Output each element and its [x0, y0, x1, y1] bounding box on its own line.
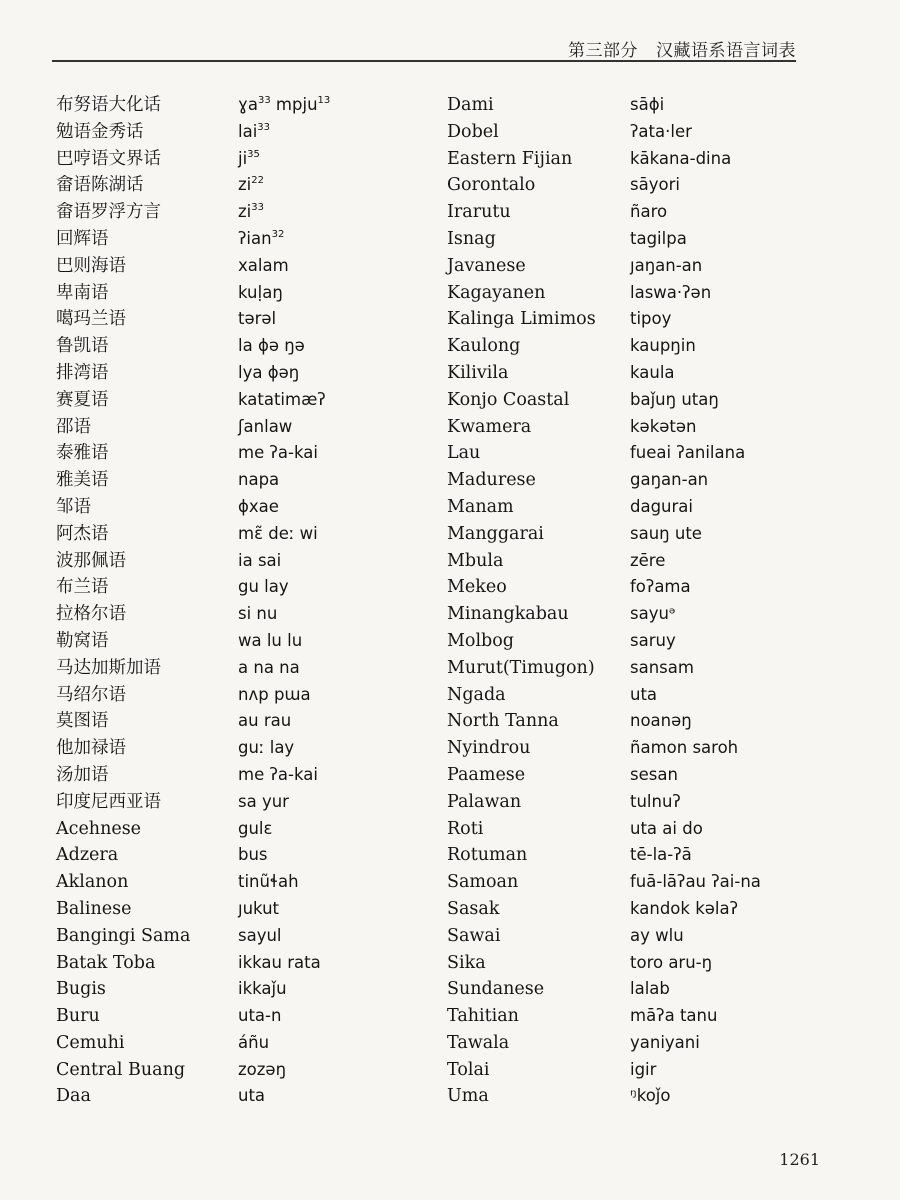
left-word-form	[238, 896, 438, 923]
right-language-name: Palawan	[447, 791, 522, 812]
tone-number: 33	[257, 95, 271, 106]
right-word-form	[630, 467, 840, 494]
word-text: fuā-lāʔau ʔai-na	[630, 872, 761, 892]
left-language-name: Bangingi Sama	[56, 925, 191, 946]
right-word-form	[630, 601, 840, 628]
left-word-form	[238, 333, 438, 360]
left-word-form	[238, 360, 438, 387]
word-text: mpju	[270, 95, 318, 114]
left-language-name: Daa	[56, 1086, 91, 1107]
right-word-form	[630, 146, 840, 173]
right-word-form	[630, 119, 840, 146]
tone-number: 33	[257, 121, 271, 133]
left-word-form	[238, 1003, 438, 1030]
word-text: laswa·ʔən	[630, 282, 712, 302]
right-language-name: Dobel	[447, 121, 499, 142]
word-text: au rau	[238, 711, 292, 731]
right-language-name: Tawala	[447, 1032, 510, 1053]
right-word-form	[630, 92, 840, 119]
word-text: saruy	[630, 630, 676, 650]
left-language-name: Cemuhi	[56, 1032, 125, 1053]
right-language-name: Kagayanen	[447, 282, 546, 303]
right-language-name: Molbog	[447, 630, 514, 651]
right-word-form	[630, 896, 840, 923]
left-word-form	[238, 869, 438, 896]
right-word-form	[630, 440, 840, 467]
word-text: sesan	[630, 764, 678, 784]
right-language-name: Paamese	[447, 764, 526, 785]
word-text: guː lay	[238, 738, 295, 758]
word-text: zozəŋ	[238, 1059, 287, 1079]
word-text: ia sai	[238, 550, 282, 570]
right-word-form	[630, 306, 840, 333]
word-text: me ʔa-kai	[238, 764, 318, 784]
word-text: napa	[238, 470, 280, 490]
left-word-form	[238, 521, 438, 548]
left-word-form	[238, 253, 438, 280]
right-word-form	[630, 253, 840, 280]
right-language-name: Lau	[447, 443, 481, 464]
left-language-name: 勉语金秀话	[56, 121, 144, 142]
left-word-form	[238, 280, 438, 307]
word-text: katatimæʔ	[238, 389, 326, 409]
word-text: ñaro	[630, 202, 668, 222]
left-word-form	[238, 387, 438, 414]
right-word-column	[630, 92, 840, 1110]
right-language-name: Tahitian	[447, 1006, 519, 1027]
right-language-name: Mekeo	[447, 577, 507, 598]
word-text: ᵑkoǰo	[630, 1086, 671, 1106]
right-word-form	[630, 360, 840, 387]
word-text: kəkətən	[630, 416, 697, 436]
right-language-name: Sundanese	[447, 979, 545, 1000]
right-word-form	[630, 1057, 840, 1084]
word-text: ay wlu	[630, 925, 684, 945]
right-language-name: Murut(Timugon)	[447, 657, 595, 678]
word-text: zi	[238, 202, 252, 222]
left-language-name: 巴哼语文界话	[56, 148, 161, 169]
right-word-form	[630, 1030, 840, 1057]
left-word-form	[238, 440, 438, 467]
left-word-form	[238, 735, 438, 762]
left-word-form	[238, 548, 438, 575]
left-word-form	[238, 789, 438, 816]
word-text: ñamon saroh	[630, 738, 739, 758]
left-word-form	[238, 306, 438, 333]
left-word-form	[238, 494, 438, 521]
right-language-name: Kwamera	[447, 416, 532, 437]
word-text: tē-la-ʔā	[630, 845, 692, 865]
right-word-form	[630, 655, 840, 682]
word-text: bus	[238, 845, 268, 865]
word-text: ȷaŋan-an	[630, 255, 703, 275]
right-word-form	[630, 1003, 840, 1030]
left-word-form	[238, 199, 438, 226]
left-language-name: 巴则海语	[56, 255, 126, 276]
left-language-name: 泰雅语	[56, 443, 109, 464]
word-text: kaula	[630, 362, 675, 382]
word-text: yaniyani	[630, 1032, 700, 1052]
left-word-form	[238, 762, 438, 789]
page-number: 1261	[779, 1150, 820, 1169]
word-text: a na na	[238, 657, 300, 677]
right-language-name: Madurese	[447, 470, 536, 491]
word-text: tagilpa	[630, 228, 687, 248]
right-language-name: Kilivila	[447, 362, 509, 383]
left-language-name: Aklanon	[56, 872, 129, 893]
right-word-form	[630, 682, 840, 709]
right-language-name: Kaulong	[447, 336, 521, 357]
word-text: lya ɸəŋ	[238, 362, 300, 382]
left-language-name: 噶玛兰语	[56, 309, 126, 330]
left-language-name: Acehnese	[56, 818, 142, 839]
right-word-form	[630, 280, 840, 307]
left-language-name: 布兰语	[56, 577, 109, 598]
word-text: mɛ̃ deː wi	[238, 523, 318, 543]
right-language-name: Minangkabau	[447, 604, 569, 625]
left-language-name: 阿杰语	[56, 523, 109, 544]
right-word-form	[630, 548, 840, 575]
word-text: xalam	[238, 255, 289, 275]
word-text: uta ai do	[630, 818, 703, 838]
right-language-name: Kalinga Limimos	[447, 309, 596, 330]
word-text: me ʔa-kai	[238, 443, 318, 463]
right-word-form	[630, 574, 840, 601]
word-text: ɸxae	[238, 496, 279, 516]
word-text: baǰuŋ utaŋ	[630, 389, 719, 409]
left-language-name: Bugis	[56, 979, 106, 1000]
left-word-column	[238, 92, 438, 1110]
left-language-name: 邹语	[56, 496, 91, 517]
right-language-name: Isnag	[447, 228, 496, 249]
word-text: toro aru-ŋ	[630, 952, 713, 972]
right-word-form	[630, 387, 840, 414]
left-language-name: 马绍尔语	[56, 684, 126, 705]
right-language-name: Dami	[447, 95, 494, 115]
right-language-name: Nyindrou	[447, 738, 531, 759]
running-head	[568, 36, 796, 61]
word-text: sa yur	[238, 791, 289, 811]
right-language-name: Irarutu	[447, 202, 511, 223]
left-word-form	[238, 172, 438, 199]
left-word-form	[238, 655, 438, 682]
right-language-name: Ngada	[447, 684, 506, 705]
word-text: lai	[238, 121, 258, 141]
word-text: fueai ʔanilana	[630, 443, 746, 463]
left-language-name: Buru	[56, 1006, 100, 1027]
right-language-name: North Tanna	[447, 711, 559, 732]
word-text: wa lu lu	[238, 630, 303, 650]
right-language-name: Gorontalo	[447, 175, 536, 196]
word-text: áñu	[238, 1032, 270, 1052]
left-language-name: Balinese	[56, 898, 132, 919]
right-word-form	[630, 333, 840, 360]
right-word-form	[630, 789, 840, 816]
left-language-name: 畲语陈湖话	[56, 175, 144, 196]
word-text: gu lay	[238, 577, 289, 597]
word-text: tipoy	[630, 309, 672, 329]
word-text: kuḷaŋ	[238, 282, 283, 302]
left-language-name: 鲁凯语	[56, 336, 109, 357]
word-text: ʔian	[238, 228, 272, 248]
word-text: zi	[238, 175, 252, 195]
tone-number: 13	[317, 95, 331, 106]
right-word-form	[630, 976, 840, 1003]
left-word-form	[238, 1083, 438, 1110]
right-language-name: Mbula	[447, 550, 504, 571]
word-text: foʔama	[630, 577, 691, 597]
left-language-name: 畲语罗浮方言	[56, 202, 161, 223]
left-language-name: Batak Toba	[56, 952, 156, 973]
right-word-form	[630, 735, 840, 762]
word-text: dagurai	[630, 496, 693, 516]
right-word-form	[630, 923, 840, 950]
left-word-form	[238, 1030, 438, 1057]
right-word-form	[630, 494, 840, 521]
left-word-form	[238, 923, 438, 950]
right-word-form	[630, 869, 840, 896]
word-text: noanəŋ	[630, 711, 692, 731]
word-text: ɣa	[238, 95, 258, 114]
left-word-form	[238, 976, 438, 1003]
word-text: lalab	[630, 979, 670, 999]
left-word-form	[238, 414, 438, 441]
word-text: tinũɬah	[238, 872, 299, 892]
right-language-name: Sasak	[447, 898, 500, 919]
word-text: māʔa tanu	[630, 1006, 718, 1026]
tone-number: 33	[251, 202, 264, 214]
left-word-form	[238, 119, 438, 146]
word-text: ji	[238, 148, 248, 168]
right-word-form	[630, 708, 840, 735]
right-language-name: Javanese	[447, 255, 526, 276]
right-language-column	[447, 92, 625, 1110]
word-text: tulnuʔ	[630, 791, 681, 811]
tone-number: 35	[247, 148, 260, 160]
word-text: sāɸi	[630, 95, 665, 114]
word-text: gaŋan-an	[630, 470, 709, 490]
word-text: uta	[630, 684, 658, 704]
word-text: igir	[630, 1059, 657, 1079]
left-word-form	[238, 842, 438, 869]
right-language-name: Roti	[447, 818, 484, 839]
right-language-name: Sika	[447, 952, 486, 973]
right-word-form	[630, 842, 840, 869]
word-text: la ɸə ŋə	[238, 336, 305, 356]
tone-number: 32	[271, 228, 285, 240]
left-language-name: 赛夏语	[56, 389, 109, 410]
tone-number: 22	[251, 175, 264, 187]
left-language-name: 邵语	[56, 416, 91, 437]
word-text: ikkaǰu	[238, 979, 287, 999]
word-text: ȷukut	[238, 898, 280, 918]
right-word-form	[630, 816, 840, 843]
word-text: sauŋ ute	[630, 523, 702, 543]
left-word-form	[238, 950, 438, 977]
word-text: sayul	[238, 925, 282, 945]
right-word-form	[630, 199, 840, 226]
left-language-name: 排湾语	[56, 362, 109, 383]
right-language-name: Konjo Coastal	[447, 389, 570, 410]
header-rule	[52, 60, 796, 62]
left-language-name: 布努语大化话	[56, 95, 161, 115]
left-language-name: 卑南语	[56, 282, 109, 303]
right-language-name: Tolai	[447, 1059, 490, 1080]
right-language-name: Sawai	[447, 925, 501, 946]
word-text: sayuᵊ	[630, 604, 676, 624]
word-text: ʃanlaw	[238, 416, 293, 436]
left-language-name: 印度尼西亚语	[56, 791, 161, 812]
word-text: kaupŋin	[630, 336, 696, 356]
left-word-form	[238, 628, 438, 655]
word-text: uta-n	[238, 1006, 282, 1026]
right-language-name: Eastern Fijian	[447, 148, 573, 169]
left-word-form	[238, 146, 438, 173]
word-text: sāyori	[630, 175, 680, 195]
right-word-form	[630, 950, 840, 977]
right-language-name: Manam	[447, 496, 514, 517]
section-title: 汉藏语系语言词表	[656, 41, 796, 61]
word-text: kandok kəlaʔ	[630, 898, 739, 918]
right-word-form	[630, 628, 840, 655]
word-text: nʌp pɯa	[238, 684, 311, 704]
word-text: ʔata·ler	[630, 121, 692, 141]
word-text: ikkau rata	[238, 952, 321, 972]
left-language-name: Central Buang	[56, 1059, 186, 1080]
right-word-form	[630, 762, 840, 789]
right-language-name: Uma	[447, 1086, 489, 1107]
left-language-name: 汤加语	[56, 764, 109, 785]
left-language-column	[56, 92, 234, 1110]
word-text: gulɛ	[238, 818, 273, 838]
left-language-name: 马达加斯加语	[56, 657, 161, 678]
left-language-name: 波那佩语	[56, 550, 126, 571]
word-text: si nu	[238, 604, 278, 624]
left-word-form	[238, 1057, 438, 1084]
word-text: kākana-dina	[630, 148, 732, 168]
word-text: uta	[238, 1086, 266, 1106]
right-word-form	[630, 1083, 840, 1110]
left-word-form	[238, 708, 438, 735]
left-word-form	[238, 226, 438, 253]
right-word-form	[630, 414, 840, 441]
right-language-name: Manggarai	[447, 523, 544, 544]
word-text: sansam	[630, 657, 694, 677]
left-language-name: Adzera	[56, 845, 119, 866]
word-text: tərəl	[238, 309, 277, 329]
left-word-form	[238, 467, 438, 494]
left-language-name: 莫图语	[56, 711, 109, 732]
right-word-form	[630, 172, 840, 199]
left-word-form	[238, 574, 438, 601]
word-text: zēre	[630, 550, 666, 570]
part-label: 第三部分	[568, 41, 638, 61]
left-word-form	[238, 92, 438, 119]
left-word-form	[238, 601, 438, 628]
right-word-form	[630, 226, 840, 253]
left-language-name: 他加禄语	[56, 738, 126, 759]
left-language-name: 拉格尔语	[56, 604, 126, 625]
left-word-form	[238, 682, 438, 709]
right-word-form	[630, 521, 840, 548]
left-language-name: 回辉语	[56, 228, 109, 249]
left-word-form	[238, 816, 438, 843]
left-language-name: 勒窝语	[56, 630, 109, 651]
right-language-name: Samoan	[447, 872, 519, 893]
right-language-name: Rotuman	[447, 845, 528, 866]
left-language-name: 雅美语	[56, 470, 109, 491]
